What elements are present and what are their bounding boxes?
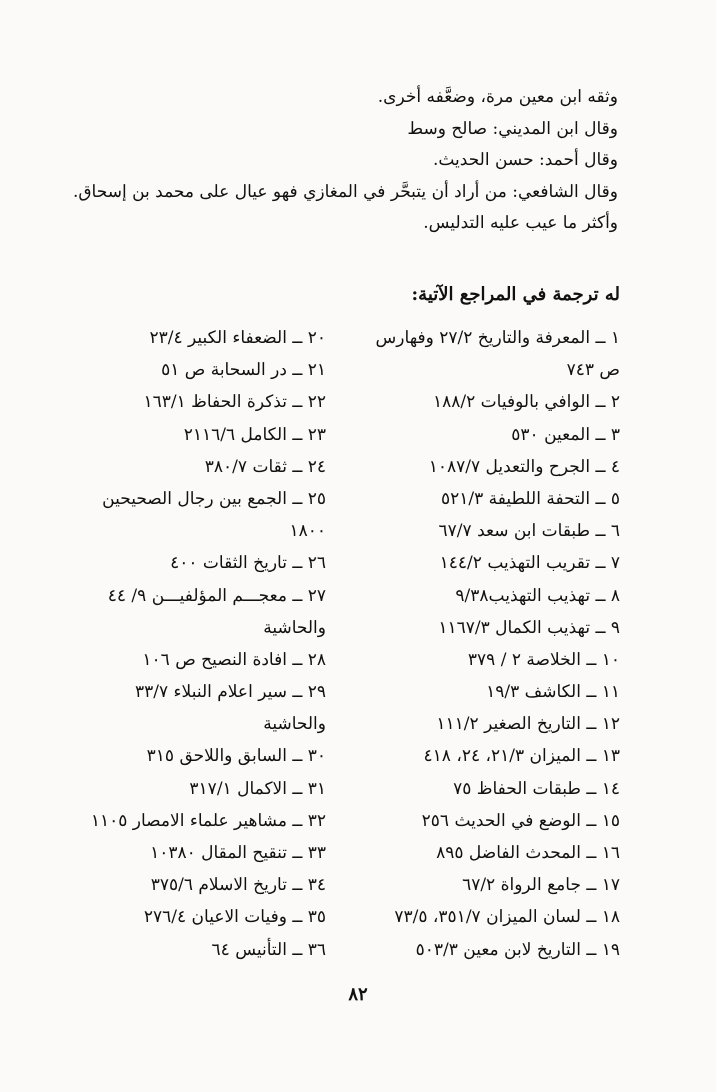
- reference-entry: ٢٦ ــ تاريخ الثقات ٤٠٠: [170, 553, 326, 574]
- reference-entry: ٢١ ــ در السحابة ص ٥١: [161, 360, 326, 381]
- reference-entry: والحاشية: [263, 617, 326, 638]
- reference-entry: ٢٩ ــ سير اعلام النبلاء ٣٣/٧: [135, 682, 326, 703]
- reference-entry: ٢٤ ــ ثقات ٣٨٠/٧: [204, 456, 326, 477]
- reference-entry: ٢٧ ــ معجـــم المؤلفيـــن ٩/ ٤٤: [107, 585, 326, 606]
- paragraph-line: وأكثر ما عيب عليه التدليس.: [423, 213, 618, 233]
- reference-entry: ٣٠ ــ السابق واللاحق ٣١٥: [146, 746, 326, 767]
- reference-entry: ١٤ ــ طبقات الحفاظ ٧٥: [453, 778, 620, 799]
- reference-entry: ٢ ــ الوافي بالوفيات ١٨٨/٢: [433, 392, 620, 413]
- reference-entry: والحاشية: [263, 714, 326, 735]
- reference-entry: ٧ ــ تقريب التهذيب ١٤٤/٢: [439, 553, 620, 574]
- reference-entry: ص ٧٤٣: [566, 360, 620, 381]
- reference-entry: ٢٥ ــ الجمع بين رجال الصحيحين: [102, 488, 326, 509]
- paragraph-line: وقال أحمد: حسن الحديث.: [432, 150, 618, 170]
- reference-entry: ١٠ ــ الخلاصة ٢ / ٣٧٩: [467, 649, 620, 670]
- reference-entry: ٤ ــ الجرح والتعديل ١٠٨٧/٧: [428, 456, 620, 477]
- reference-entry: ٣٥ ــ وفيات الاعيان ٢٧٦/٤: [143, 907, 326, 928]
- reference-entry: ٩ ــ تهذيب الكمال ١١٦٧/٣: [438, 617, 620, 638]
- reference-entry: ١٢ ــ التاريخ الصغير ١١١/٢: [436, 714, 620, 735]
- reference-entry: ١١ ــ الكاشف ١٩/٣: [486, 682, 620, 703]
- paragraph-line: وقال الشافعي: من أراد أن يتبحَّر في المغازي فهو عيال على محمد بن إسحاق.: [72, 181, 618, 202]
- reference-entry: ٢٢ ــ تذكرة الحفاظ ١٦٣/١: [143, 392, 326, 413]
- reference-entry: ٢٠ ــ الضعفاء الكبير ٢٣/٤: [149, 328, 326, 348]
- reference-entry: ٨ ــ تهذيب التهذيب٩/٣٨: [455, 585, 620, 606]
- reference-entry: ١ ــ المعرفة والتاريخ ٢٧/٢ وفهارس: [375, 328, 620, 348]
- reference-entry: ١٨٠٠: [289, 521, 326, 542]
- reference-entry: ٥ ــ التحفة اللطيفة ٥٢١/٣: [440, 488, 620, 509]
- references-column-right: [350, 322, 620, 966]
- reference-entry: ١٥ ــ الوضع في الحديث ٢٥٦: [421, 810, 620, 831]
- references-heading: له ترجمة في المراجع الآتية:: [411, 284, 620, 305]
- biography-paragraph: [58, 82, 618, 240]
- references-column-left: [36, 322, 326, 966]
- reference-entry: ١٦ ــ المحدث الفاضل ٨٩٥: [436, 843, 620, 863]
- reference-entry: ٣٤ ــ تاريخ الاسلام ٣٧٥/٦: [150, 875, 326, 896]
- reference-entry: ٣٢ ــ مشاهير علماء الامصار ١١٠٥: [90, 810, 326, 831]
- reference-entry: ١٧ ــ جامع الرواة ٦٧/٢: [462, 875, 620, 896]
- reference-entry: ٣١ ــ الاكمال ٣١٧/١: [189, 778, 326, 799]
- page-number: ٨٢: [348, 984, 368, 1005]
- reference-entry: ٢٣ ــ الكامل ٢١١٦/٦: [183, 424, 326, 445]
- reference-entry: ٣٣ ــ تنقيح المقال ١٠٣٨٠: [150, 843, 326, 863]
- reference-entry: ١٨ ــ لسان الميزان ٣٥١/٧، ٧٣/٥: [394, 907, 620, 928]
- paragraph-line: وقال ابن المديني: صالح وسط: [407, 118, 618, 139]
- reference-entry: ١٩ ــ التاريخ لابن معين ٥٠٣/٣: [415, 939, 620, 960]
- reference-entry: ٣٦ ــ التأنيس ٦٤: [211, 939, 326, 960]
- paragraph-line: وثقه ابن معين مرة، وضعَّفه أخرى.: [377, 87, 618, 107]
- reference-entry: ١٣ ــ الميزان ٢١/٣، ٢٤، ٤١٨: [423, 746, 620, 767]
- reference-entry: ٣ ــ المعين ٥٣٠: [511, 424, 620, 445]
- reference-entry: ٦ ــ طبقات ابن سعد ٦٧/٧: [438, 521, 620, 542]
- reference-entry: ٢٨ ــ افادة النصيح ص ١٠٦: [142, 649, 326, 670]
